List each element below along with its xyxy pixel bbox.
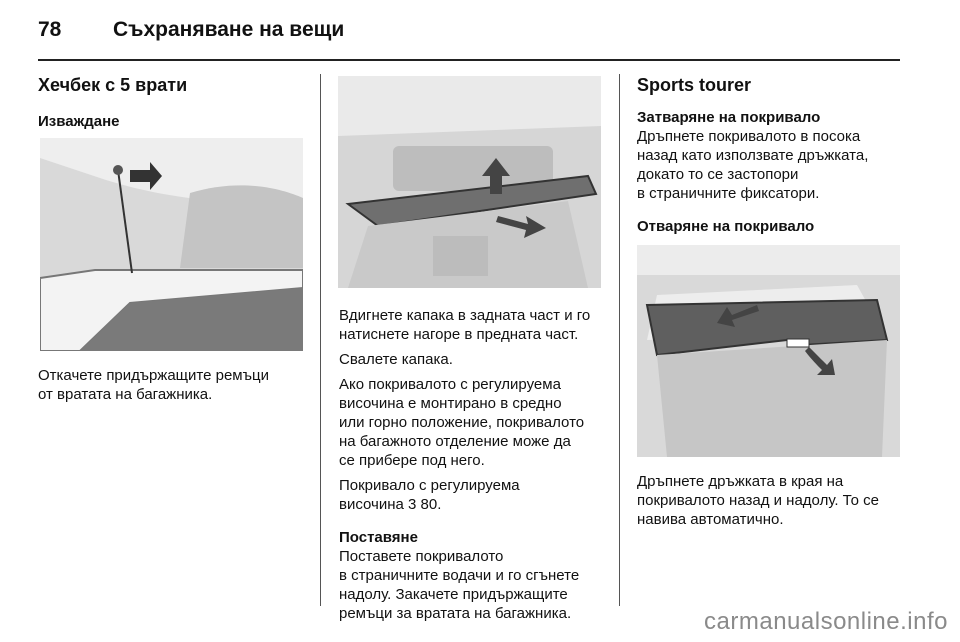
instruction-close: Дръпнете покривалото в посока назад като използвате дръжката, докато то се застопори в страничните фиксатори. (637, 128, 869, 202)
column-2 (339, 306, 609, 623)
subsection-heading: Отваряне на покривало (637, 218, 815, 235)
header-rule (38, 59, 900, 61)
column-3-caption (637, 472, 912, 529)
height-reference-text: Покривало с регулируема височина (339, 477, 520, 513)
page-number: 78 (38, 18, 62, 41)
instruction-install: Поставете покривалото в страничните водачи и го сгънете надолу. Закачете придържащите ремъци за вратата на багажника. (339, 548, 580, 622)
figure-remove-straps (40, 138, 303, 351)
page-reference-link[interactable]: 3 80. (408, 496, 442, 513)
instruction-open: Дръпнете дръжката в края на покривалото назад и надолу. То се навива автоматично. (637, 473, 879, 528)
instruction-remove: Свалете капака. (339, 351, 453, 368)
section-heading: Sports tourer (637, 75, 752, 95)
column-1 (38, 74, 308, 131)
column-3 (637, 74, 907, 236)
column-divider (619, 74, 620, 606)
column-divider (320, 74, 321, 606)
instruction-height: Ако покривалото с регулируема височина е монтирано в средно или горно положение, покривалото на багажното отделение може да се прибере под него. (339, 376, 585, 469)
column-1-caption (38, 366, 308, 404)
watermark: carmanualsonline.info (704, 608, 948, 635)
height-reference (339, 476, 609, 514)
subsection-heading: Поставяне (339, 529, 418, 546)
caption: Откачете придържащите ремъци от вратата на багажника. (38, 367, 269, 403)
subsection-heading: Затваряне на покривало (637, 109, 821, 126)
chapter-title: Съхраняване на вещи (113, 18, 345, 41)
figure-lift-cover (338, 76, 601, 288)
subsection-heading: Изваждане (38, 113, 120, 130)
instruction-lift: Вдигнете капака в задната част и го натиснете нагоре в предната част. (339, 307, 591, 343)
section-heading: Хечбек с 5 врати (38, 75, 188, 95)
figure-open-cover (637, 245, 900, 457)
